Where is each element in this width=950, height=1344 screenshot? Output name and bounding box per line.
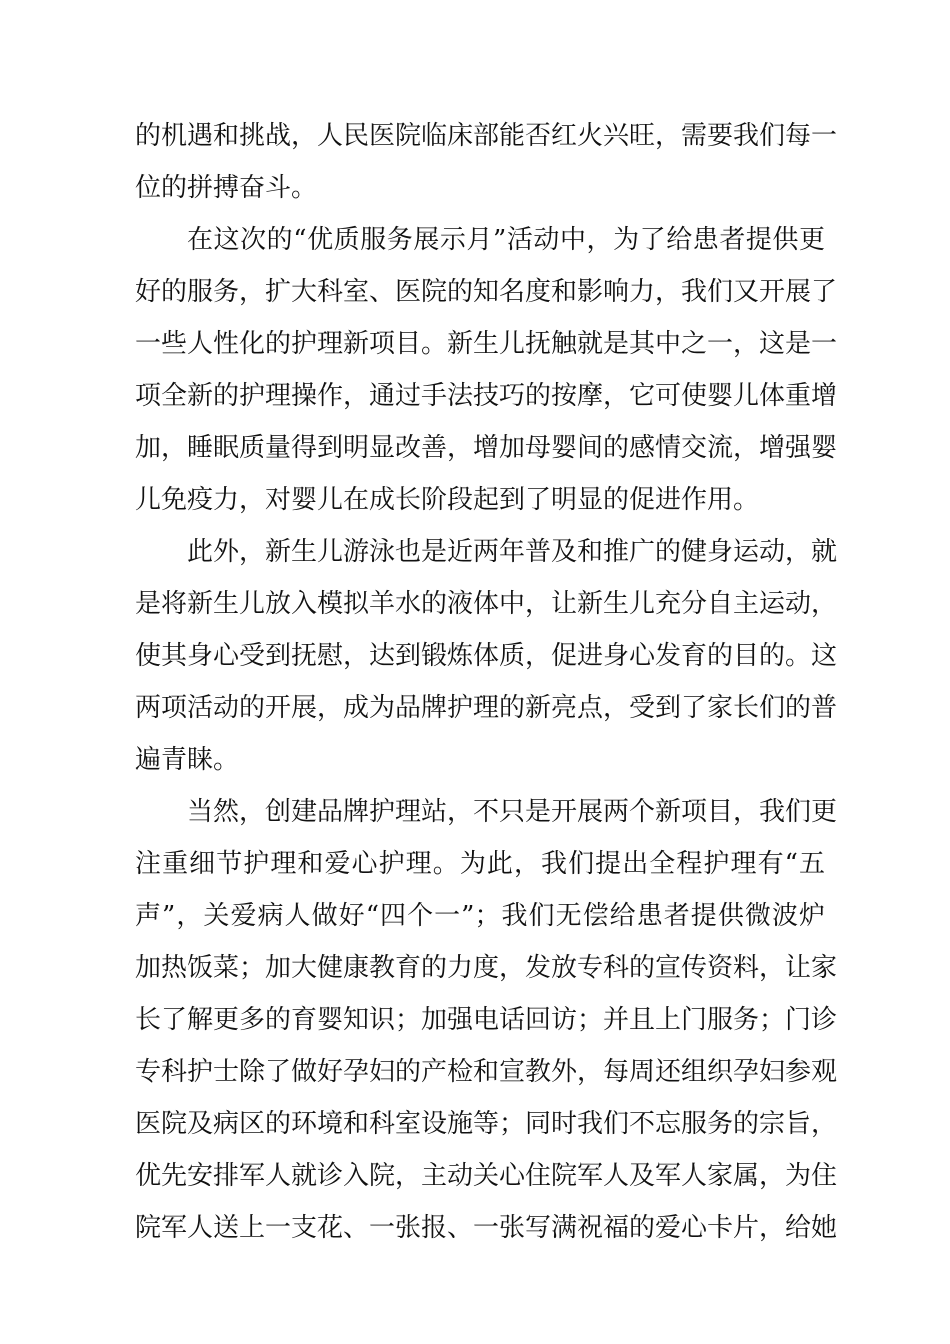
paragraph-4: [135, 786, 838, 1254]
paragraph-3: [135, 526, 838, 786]
text-line: 项全新的护理操作，通过手法技巧的按摩，它可使婴儿体重增: [135, 381, 838, 411]
text-line: 优先安排军人就诊入院，主动关心住院军人及军人家属，为住: [135, 1161, 838, 1191]
text-line: 儿免疫力，对婴儿在成长阶段起到了明显的促进作用。: [135, 485, 760, 515]
text-line: 医院及病区的环境和科室设施等；同时我们不忘服务的宗旨，: [135, 1109, 838, 1139]
document-body: [135, 110, 838, 1254]
text-line: 当然，创建品牌护理站，不只是开展两个新项目，我们更: [187, 797, 838, 827]
text-line: 的机遇和挑战，人民医院临床部能否红火兴旺，需要我们每一: [135, 121, 838, 151]
text-line: 好的服务，扩大科室、医院的知名度和影响力，我们又开展了: [135, 277, 838, 307]
text-line: 院军人送上一支花、一张报、一张写满祝福的爱心卡片，给她: [135, 1213, 838, 1243]
text-line: 加，睡眠质量得到明显改善，增加母婴间的感情交流，增强婴: [135, 433, 838, 463]
text-line: 加热饭菜；加大健康教育的力度，发放专科的宣传资料，让家: [135, 953, 838, 983]
text-line: 注重细节护理和爱心护理。为此，我们提出全程护理有“五: [135, 849, 825, 879]
text-line: 位的拼搏奋斗。: [135, 173, 318, 203]
text-line: 遍青睐。: [135, 745, 240, 775]
text-line: 长了解更多的育婴知识；加强电话回访；并且上门服务；门诊: [135, 1005, 838, 1035]
text-line: 此外，新生儿游泳也是近两年普及和推广的健身运动，就: [187, 537, 838, 567]
text-line: 在这次的“优质服务展示月”活动中，为了给患者提供更: [187, 225, 825, 255]
paragraph-2: [135, 214, 838, 526]
text-line: 一些人性化的护理新项目。新生儿抚触就是其中之一，这是一: [135, 329, 838, 359]
text-line: 两项活动的开展，成为品牌护理的新亮点，受到了家长们的普: [135, 693, 838, 723]
paragraph-1: [135, 110, 838, 214]
text-line: 声”，关爱病人做好“四个一”；我们无偿给患者提供微波炉: [135, 901, 825, 931]
text-line: 使其身心受到抚慰，达到锻炼体质，促进身心发育的目的。这: [135, 641, 838, 671]
text-line: 专科护士除了做好孕妇的产检和宣教外，每周还组织孕妇参观: [135, 1057, 838, 1087]
text-line: 是将新生儿放入模拟羊水的液体中，让新生儿充分自主运动，: [135, 589, 838, 619]
